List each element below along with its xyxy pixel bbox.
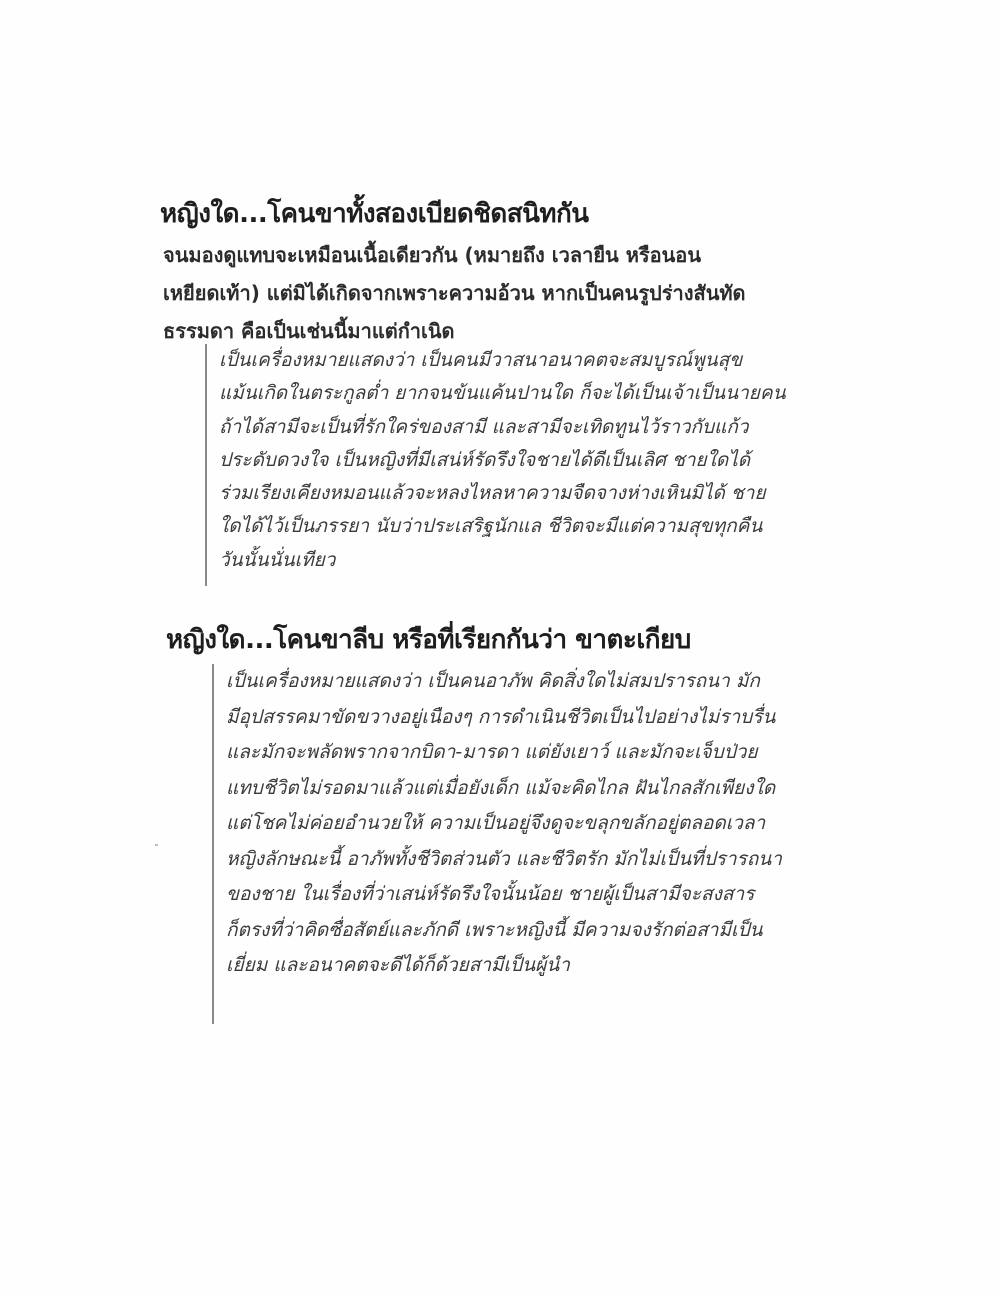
quote-line: แม้นเกิดในตระกูลต่ำ ยากจนข้นแค้นปานใด ก็จะได้เป็นเจ้าเป็นนายคน xyxy=(219,382,786,405)
quote-line: หญิงลักษณะนี้ อาภัพทั้งชีวิตส่วนตัว และชีวิตรัก มักไม่เป็นที่ปรารถนา xyxy=(226,847,782,870)
quote-line: ของชาย ในเรื่องที่ว่าเสน่ห์รัดรึงใจนั้นน้อย ชายผู้เป็นสามีจะสงสาร xyxy=(226,883,755,905)
interpretation-quote xyxy=(205,344,786,586)
quote-line: แต่โชคไม่ค่อยอำนวยให้ ความเป็นอยู่จึงดูจะขลุกขลักอยู่ตลอดเวลา xyxy=(226,812,766,834)
quote-line: เยี่ยม และอนาคตจะดีได้ก็ด้วยสามีเป็นผู้นำ xyxy=(226,954,570,976)
intro-line: เหยียดเท้า) แต่มิได้เกิดจากเพราะความอ้วน หากเป็นคนรูปร่างสันทัด xyxy=(163,281,746,305)
section-intro xyxy=(163,236,803,350)
quote-line: ประดับดวงใจ เป็นหญิงที่มีเสน่ห์รัดรึงใจชายได้ดีเป็นเลิศ ชายใดได้ xyxy=(219,448,751,471)
quote-line: ก็ตรงที่ว่าคิดซื่อสัตย์และภักดี เพราะหญิงนี้ มีความจงรักต่อสามีเป็น xyxy=(226,918,763,941)
intro-line: จนมองดูแทบจะเหมือนเนื้อเดียวกัน (หมายถึง เวลายืน หรือนอน xyxy=(163,243,701,267)
quote-line: มีอุปสรรคมาขัดขวางอยู่เนืองๆ การดำเนินชีวิตเป็นไปอย่างไม่ราบรื่น xyxy=(226,705,776,728)
quote-line: แทบชีวิตไม่รอดมาแล้วแต่เมื่อยังเด็ก แม้จะคิดไกล ฝันไกลสักเพียงใด xyxy=(226,776,776,799)
quote-line: ใดได้ไว้เป็นภรรยา นับว่าประเสริฐนักแล ชีวิตจะมีแต่ความสุขทุกคืน xyxy=(219,515,763,538)
quote-line: ร่วมเรียงเคียงหมอนแล้วจะหลงไหลหาความจืดจางห่างเหินมิได้ ชาย xyxy=(219,482,766,505)
scan-speck xyxy=(155,844,158,846)
quote-line: เป็นเครื่องหมายแสดงว่า เป็นคนมีวาสนาอนาคตจะสมบูรณ์พูนสุข xyxy=(219,349,743,371)
quote-line: เป็นเครื่องหมายแสดงว่า เป็นคนอาภัพ คิดสิ่งใดไม่สมปรารถนา มัก xyxy=(226,670,760,692)
interpretation-quote xyxy=(212,664,782,1024)
quote-line: วันนั้นนั่นเทียว xyxy=(219,548,336,571)
section-heading: หญิงใด...โคนขาลีบ หรือที่เรียกกันว่า ขาตะเกียบ xyxy=(166,625,691,655)
quote-line: และมักจะพลัดพรากจากบิดา-มารดา แต่ยังเยาว์ และมักจะเจ็บป่วย xyxy=(226,741,758,763)
intro-line: ธรรมดา คือเป็นเช่นนี้มาแต่กำเนิด xyxy=(163,319,455,343)
quote-line: ถ้าได้สามีจะเป็นที่รักใคร่ของสามี และสามีจะเทิดทูนไว้ราวกับแก้ว xyxy=(219,415,749,438)
section-heading: หญิงใด...โคนขาทั้งสองเบียดชิดสนิทกัน xyxy=(160,199,589,229)
